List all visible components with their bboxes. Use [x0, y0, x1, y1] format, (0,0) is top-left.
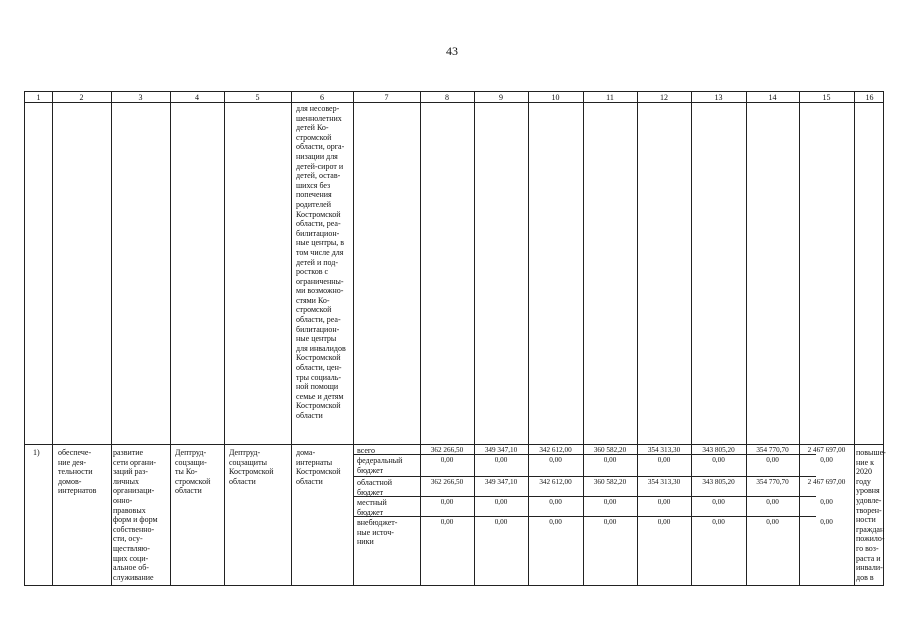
text-line: домов- [58, 476, 82, 486]
text-line: местный [357, 498, 387, 507]
column-line [854, 92, 855, 585]
text-line: области, реа- [296, 315, 341, 325]
text-line: стромской [296, 132, 332, 142]
text-line: ные центры [296, 334, 337, 344]
text-line: ты Ко- [175, 467, 198, 477]
coexecutor-cell [229, 448, 287, 486]
header-divider [25, 102, 883, 103]
amount-cell: 349 347,10 [484, 478, 518, 486]
column-line [52, 92, 53, 585]
text-line: ние дея- [58, 457, 87, 467]
text-line: творен- [856, 505, 882, 515]
amount-cell: 0,00 [603, 498, 617, 506]
amount-cell: 0,00 [820, 456, 833, 464]
amount-cell: 0,00 [549, 456, 562, 464]
column-line [691, 92, 692, 585]
text-line: областной [357, 478, 393, 487]
column-line [353, 92, 354, 585]
column-header-16: 16 [865, 93, 874, 102]
text-line: стромской [175, 476, 211, 486]
row-number: 1) [33, 448, 40, 457]
text-line: альное об- [113, 563, 149, 573]
column-line [474, 92, 475, 585]
amount-cell: 0,00 [712, 456, 725, 464]
source-label [357, 446, 419, 456]
text-line: детей, остав- [296, 171, 341, 181]
text-line: детей-сирот и [296, 161, 344, 171]
text-line: 2020 [856, 467, 872, 477]
amount-cell: 0,00 [766, 498, 779, 506]
text-line: билитацион- [296, 228, 340, 238]
amount-cell: 0,00 [440, 498, 454, 506]
text-line: бюджет [357, 465, 384, 475]
text-line: для инвалидов [296, 343, 346, 353]
source-label [357, 498, 419, 517]
result-cell [856, 448, 901, 582]
amount-cell: 354 313,30 [647, 446, 681, 454]
text-line: федеральный [357, 456, 403, 465]
text-line: Костромской [296, 467, 341, 477]
text-line: инвали- [856, 563, 883, 573]
text-line: соцзащи- [175, 457, 207, 467]
executor-cell [175, 448, 223, 496]
amount-cell: 0,00 [549, 498, 562, 506]
text-line: области, орга- [296, 142, 345, 152]
column-header-4: 4 [195, 93, 199, 102]
amount-cell: 343 805,20 [702, 446, 735, 454]
text-line: Костромской [296, 209, 341, 219]
text-line: пожило- [856, 534, 885, 544]
amount-cell: 0,00 [440, 456, 454, 464]
text-line: детей Ко- [296, 123, 329, 133]
amount-cell: 349 347,10 [484, 446, 518, 454]
continuation-cell [296, 104, 350, 421]
amount-cell: 0,00 [712, 498, 725, 506]
text-line: сети органи- [113, 457, 157, 467]
amount-cell: 2 467 697,00 [807, 446, 846, 454]
text-line: ные источ- [357, 527, 394, 537]
text-line: всего [357, 446, 376, 455]
budget-table [24, 91, 884, 586]
column-header-1: 1 [36, 93, 41, 102]
row-divider [25, 444, 883, 445]
text-line: развитие [113, 448, 144, 457]
amount-cell: 0,00 [440, 518, 454, 526]
text-line: бюджет [357, 487, 384, 497]
text-line: бюджет [357, 507, 384, 517]
text-line: Дептруд- [229, 448, 261, 457]
amount-cell: 0,00 [657, 498, 671, 506]
column-header-8: 8 [445, 93, 449, 102]
column-header-11: 11 [606, 93, 614, 102]
amount-cell: 354 770,70 [756, 478, 789, 486]
amount-cell: 2 467 697,00 [807, 478, 846, 486]
text-line: правовых [113, 505, 146, 515]
text-line: личных [113, 476, 139, 486]
text-line: ности [856, 515, 876, 525]
amount-cell: 362 266,50 [430, 446, 464, 454]
text-line: тры социаль- [296, 372, 342, 382]
text-line: уровня [856, 486, 880, 496]
text-line: семье и детям [296, 391, 344, 401]
text-line: сти, осу- [113, 534, 143, 544]
text-line: интернатов [58, 486, 97, 496]
amount-cell: 0,00 [657, 518, 671, 526]
amount-cell: 362 266,50 [430, 478, 464, 486]
column-header-5: 5 [255, 93, 260, 102]
text-line: внебюджет- [357, 518, 398, 527]
column-line [637, 92, 638, 585]
amount-cell: 0,00 [603, 456, 617, 464]
amount-cell: 0,00 [820, 518, 833, 526]
source-label [357, 478, 419, 497]
text-line: Дептруд- [175, 448, 207, 457]
text-line: ные центры, в [296, 238, 345, 248]
text-line: области [175, 486, 202, 496]
text-line: Костромской [296, 401, 341, 411]
text-line: собственно- [113, 524, 155, 534]
column-line [528, 92, 529, 585]
text-line: ществляю- [113, 543, 150, 553]
amount-cell: 354 770,70 [756, 446, 789, 454]
amount-cell: 0,00 [494, 498, 508, 506]
text-line: соцзащиты [229, 457, 267, 467]
amount-cell: 360 582,20 [593, 478, 627, 486]
text-line: обеспече- [58, 448, 92, 457]
text-line: дов в [856, 572, 874, 582]
amount-cell: 360 582,20 [593, 446, 627, 454]
text-line: щих соци- [113, 553, 149, 563]
column-line [170, 92, 171, 585]
column-header-15: 15 [822, 93, 831, 102]
text-line: стями Ко- [296, 295, 330, 305]
column-line [291, 92, 292, 585]
text-line: попечения [296, 190, 332, 200]
column-header-2: 2 [79, 93, 84, 102]
text-line: области, цен- [296, 363, 342, 373]
text-line: том числе для [296, 247, 344, 257]
amount-cell: 0,00 [494, 456, 508, 464]
column-header-10: 10 [551, 93, 560, 102]
text-line: ной помощи [296, 382, 339, 392]
page-number: 43 [446, 44, 458, 58]
column-header-3: 3 [138, 93, 143, 102]
text-line: стромской [296, 305, 332, 315]
text-line: го воз- [856, 543, 879, 553]
column-header-14: 14 [768, 93, 777, 102]
text-line: области [296, 476, 323, 486]
text-line: дома- [296, 448, 316, 457]
amount-cell: 0,00 [494, 518, 508, 526]
column-header-12: 12 [660, 93, 668, 102]
text-line: повыше- [856, 448, 886, 457]
text-line: раста и [856, 553, 881, 563]
text-line: году [856, 476, 871, 486]
column-header-6: 6 [320, 93, 324, 102]
column-line [583, 92, 584, 585]
text-line: родителей [296, 199, 331, 209]
text-line: ники [357, 537, 374, 547]
text-line: ограниченны- [296, 276, 344, 286]
text-line: шихся без [296, 180, 331, 190]
recipient-cell [296, 448, 350, 486]
text-line: билитацион- [296, 324, 340, 334]
source-label [357, 456, 419, 475]
amount-cell: 354 313,30 [647, 478, 681, 486]
text-line: области [296, 411, 323, 420]
text-line: онно- [113, 495, 133, 505]
amount-cell: 0,00 [603, 518, 617, 526]
column-line [420, 92, 421, 585]
text-line: шеннолетних [296, 113, 342, 123]
amount-cell: 0,00 [549, 518, 562, 526]
source-label [357, 518, 419, 547]
column-line [111, 92, 112, 585]
event-cell [58, 448, 100, 496]
column-header-9: 9 [499, 93, 503, 102]
text-line: Костромской [229, 467, 274, 477]
amount-cell: 343 805,20 [702, 478, 735, 486]
text-line: области [229, 476, 256, 486]
amount-cell: 0,00 [766, 518, 779, 526]
amount-cell: 0,00 [657, 456, 671, 464]
amount-cell: 342 612,00 [539, 478, 572, 486]
text-line: интернаты [296, 457, 333, 467]
text-line: детей и под- [296, 257, 339, 267]
text-line: граждан [856, 524, 885, 534]
text-line: ние к [856, 457, 874, 467]
text-line: удовле- [856, 495, 882, 505]
amount-cell: 0,00 [766, 456, 779, 464]
text-line: ростков с [296, 267, 329, 277]
column-line [224, 92, 225, 585]
text-line: организаци- [113, 486, 155, 496]
column-line [799, 92, 800, 585]
amount-cell: 0,00 [712, 518, 725, 526]
text-line: Костромской [296, 353, 341, 363]
amount-cell: 342 612,00 [539, 446, 572, 454]
text-line: форм и форм [113, 515, 158, 525]
text-line: ми возможно- [296, 286, 344, 296]
column-header-13: 13 [714, 93, 723, 102]
text-line: тельности [58, 467, 93, 477]
amount-cell: 0,00 [820, 498, 833, 506]
text-line: заций раз- [113, 467, 148, 477]
text-line: низации для [296, 151, 338, 161]
text-line: для несовер- [296, 104, 340, 113]
text-line: служивание [113, 572, 154, 582]
column-line [746, 92, 747, 585]
measure-cell [113, 448, 167, 582]
text-line: области, реа- [296, 219, 341, 229]
column-header-7: 7 [384, 93, 389, 102]
